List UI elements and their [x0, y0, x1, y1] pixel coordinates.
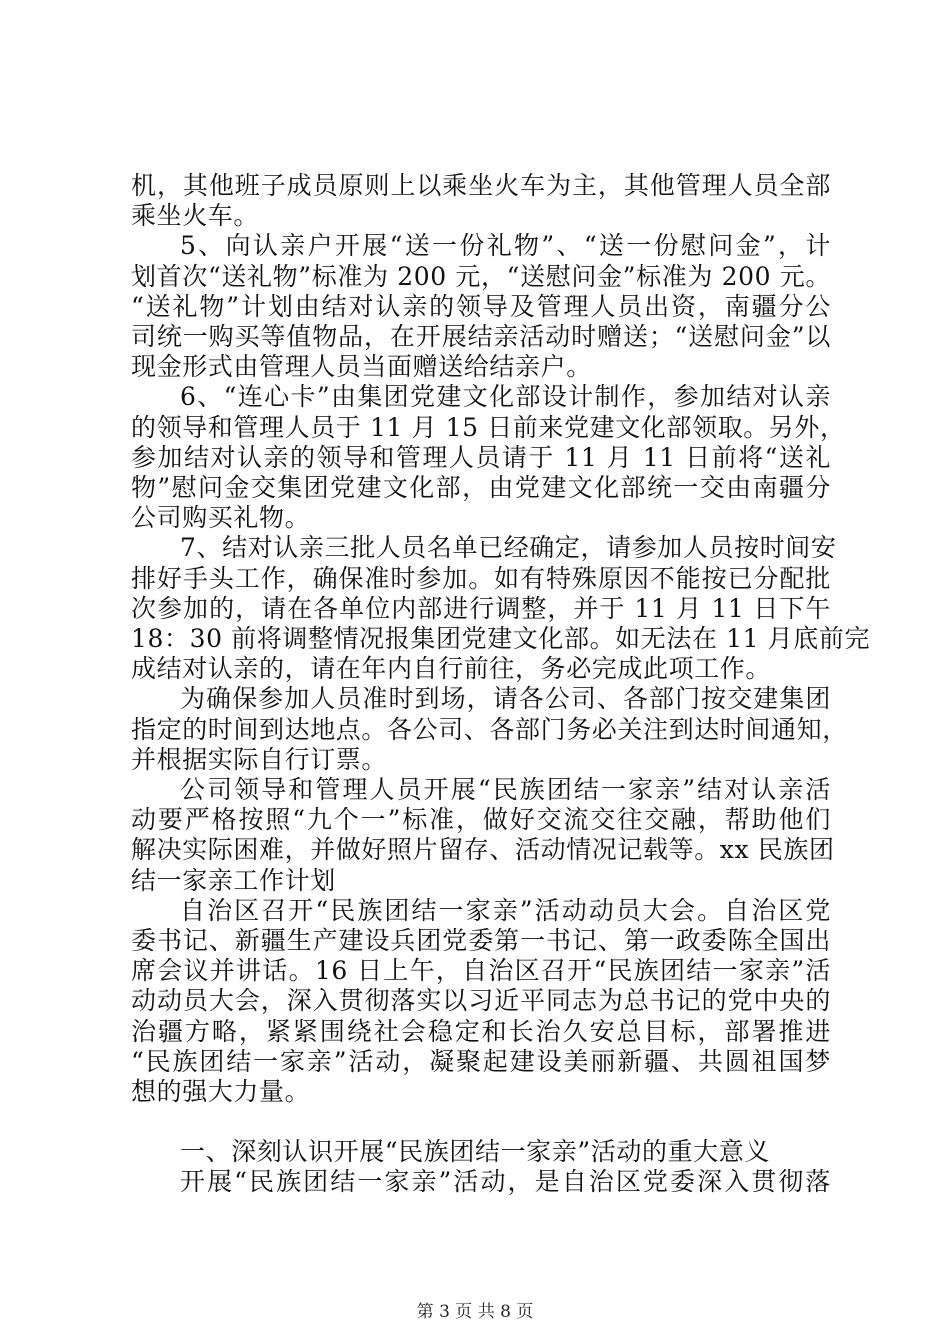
text-line: 排好手头工作，确保准时参加。如有特殊原因不能按已分配批 [131, 563, 831, 593]
text-line: 治疆方略，紧紧围绕社会稳定和长治久安总目标，部署推进 [131, 1016, 831, 1046]
text-line: 成结对认亲的，请在年内自行前往，务必完成此项工作。 [131, 654, 772, 684]
text-line: 动动员大会，深入贯彻落实以习近平同志为总书记的党中央的 [131, 986, 831, 1016]
text-line: 指定的时间到达地点。各公司、各部门务必关注到达时间通知， [131, 714, 848, 744]
text-line: 现金形式由管理人员当面赠送给结亲户。 [131, 352, 592, 382]
text-line: 动要严格按照“九个一”标准，做好交流交往交融，帮助他们 [131, 805, 831, 835]
text-line: 自治区召开“民族团结一家亲”活动动员大会。自治区党 [180, 895, 831, 925]
text-line: 公司购买礼物。 [131, 503, 311, 533]
text-line: 司统一购买等值物品，在开展结亲活动时赠送；“送慰问金”以 [131, 322, 831, 351]
text-line: 为确保参加人员准时到场，请各公司、各部门按交建集团 [180, 684, 831, 714]
text-line: “民族团结一家亲”活动，凝聚起建设美丽新疆、共圆祖国梦 [131, 1046, 831, 1076]
text-line: 一、深刻认识开展“民族团结一家亲”活动的重大意义 [180, 1137, 770, 1166]
text-line: 参加结对认亲的领导和管理人员请于 11 月 11 日前将“送礼 [131, 442, 831, 472]
text-line: 划首次“送礼物”标准为 200 元，“送慰问金”标准为 200 元。 [131, 261, 831, 291]
page-footer: 第 3 页 共 8 页 [416, 1302, 534, 1322]
text-line: 委书记、新疆生产建设兵团党委第一书记、第一政委陈全国出 [131, 926, 831, 955]
text-line: 7、结对认亲三批人员名单已经确定，请参加人员按时间安 [180, 533, 837, 563]
text-line: 并根据实际自行订票。 [131, 744, 388, 774]
text-line: 席会议并讲话。16 日上午，自治区召开“民族团结一家亲”活 [131, 956, 831, 986]
text-line: 想的强大力量。 [131, 1077, 311, 1106]
text-line: 解决实际困难，并做好照片留存、活动情况记载等。xx 民族团 [131, 835, 835, 865]
text-line: “送礼物”计划由结对认亲的领导及管理人员出资，南疆分公 [131, 291, 831, 321]
text-line: 乘坐火车。 [131, 201, 260, 231]
text-line: 18：30 前将调整情况报集团党建文化部。如无法在 11 月底前完 [131, 624, 871, 653]
text-line: 5、向认亲户开展“送一份礼物”、“送一份慰问金”，计 [180, 231, 831, 261]
text-line: 开展“民族团结一家亲”活动，是自治区党委深入贯彻落 [180, 1167, 831, 1196]
text-line: 次参加的，请在各单位内部进行调整，并于 11 月 11 日下午 [131, 593, 831, 623]
text-line: 结一家亲工作计划 [131, 865, 336, 895]
text-line: 6、“连心卡”由集团党建文化部设计制作，参加结对认亲 [180, 382, 831, 412]
text-line: 机，其他班子成员原则上以乘坐火车为主，其他管理人员全部 [131, 171, 831, 200]
text-line: 物”慰问金交集团党建文化部，由党建文化部统一交由南疆分 [131, 473, 831, 502]
text-line: 公司领导和管理人员开展“民族团结一家亲”结对认亲活 [180, 775, 831, 804]
text-line: 的领导和管理人员于 11 月 15 日前来党建文化部领取。另外， [131, 412, 846, 442]
